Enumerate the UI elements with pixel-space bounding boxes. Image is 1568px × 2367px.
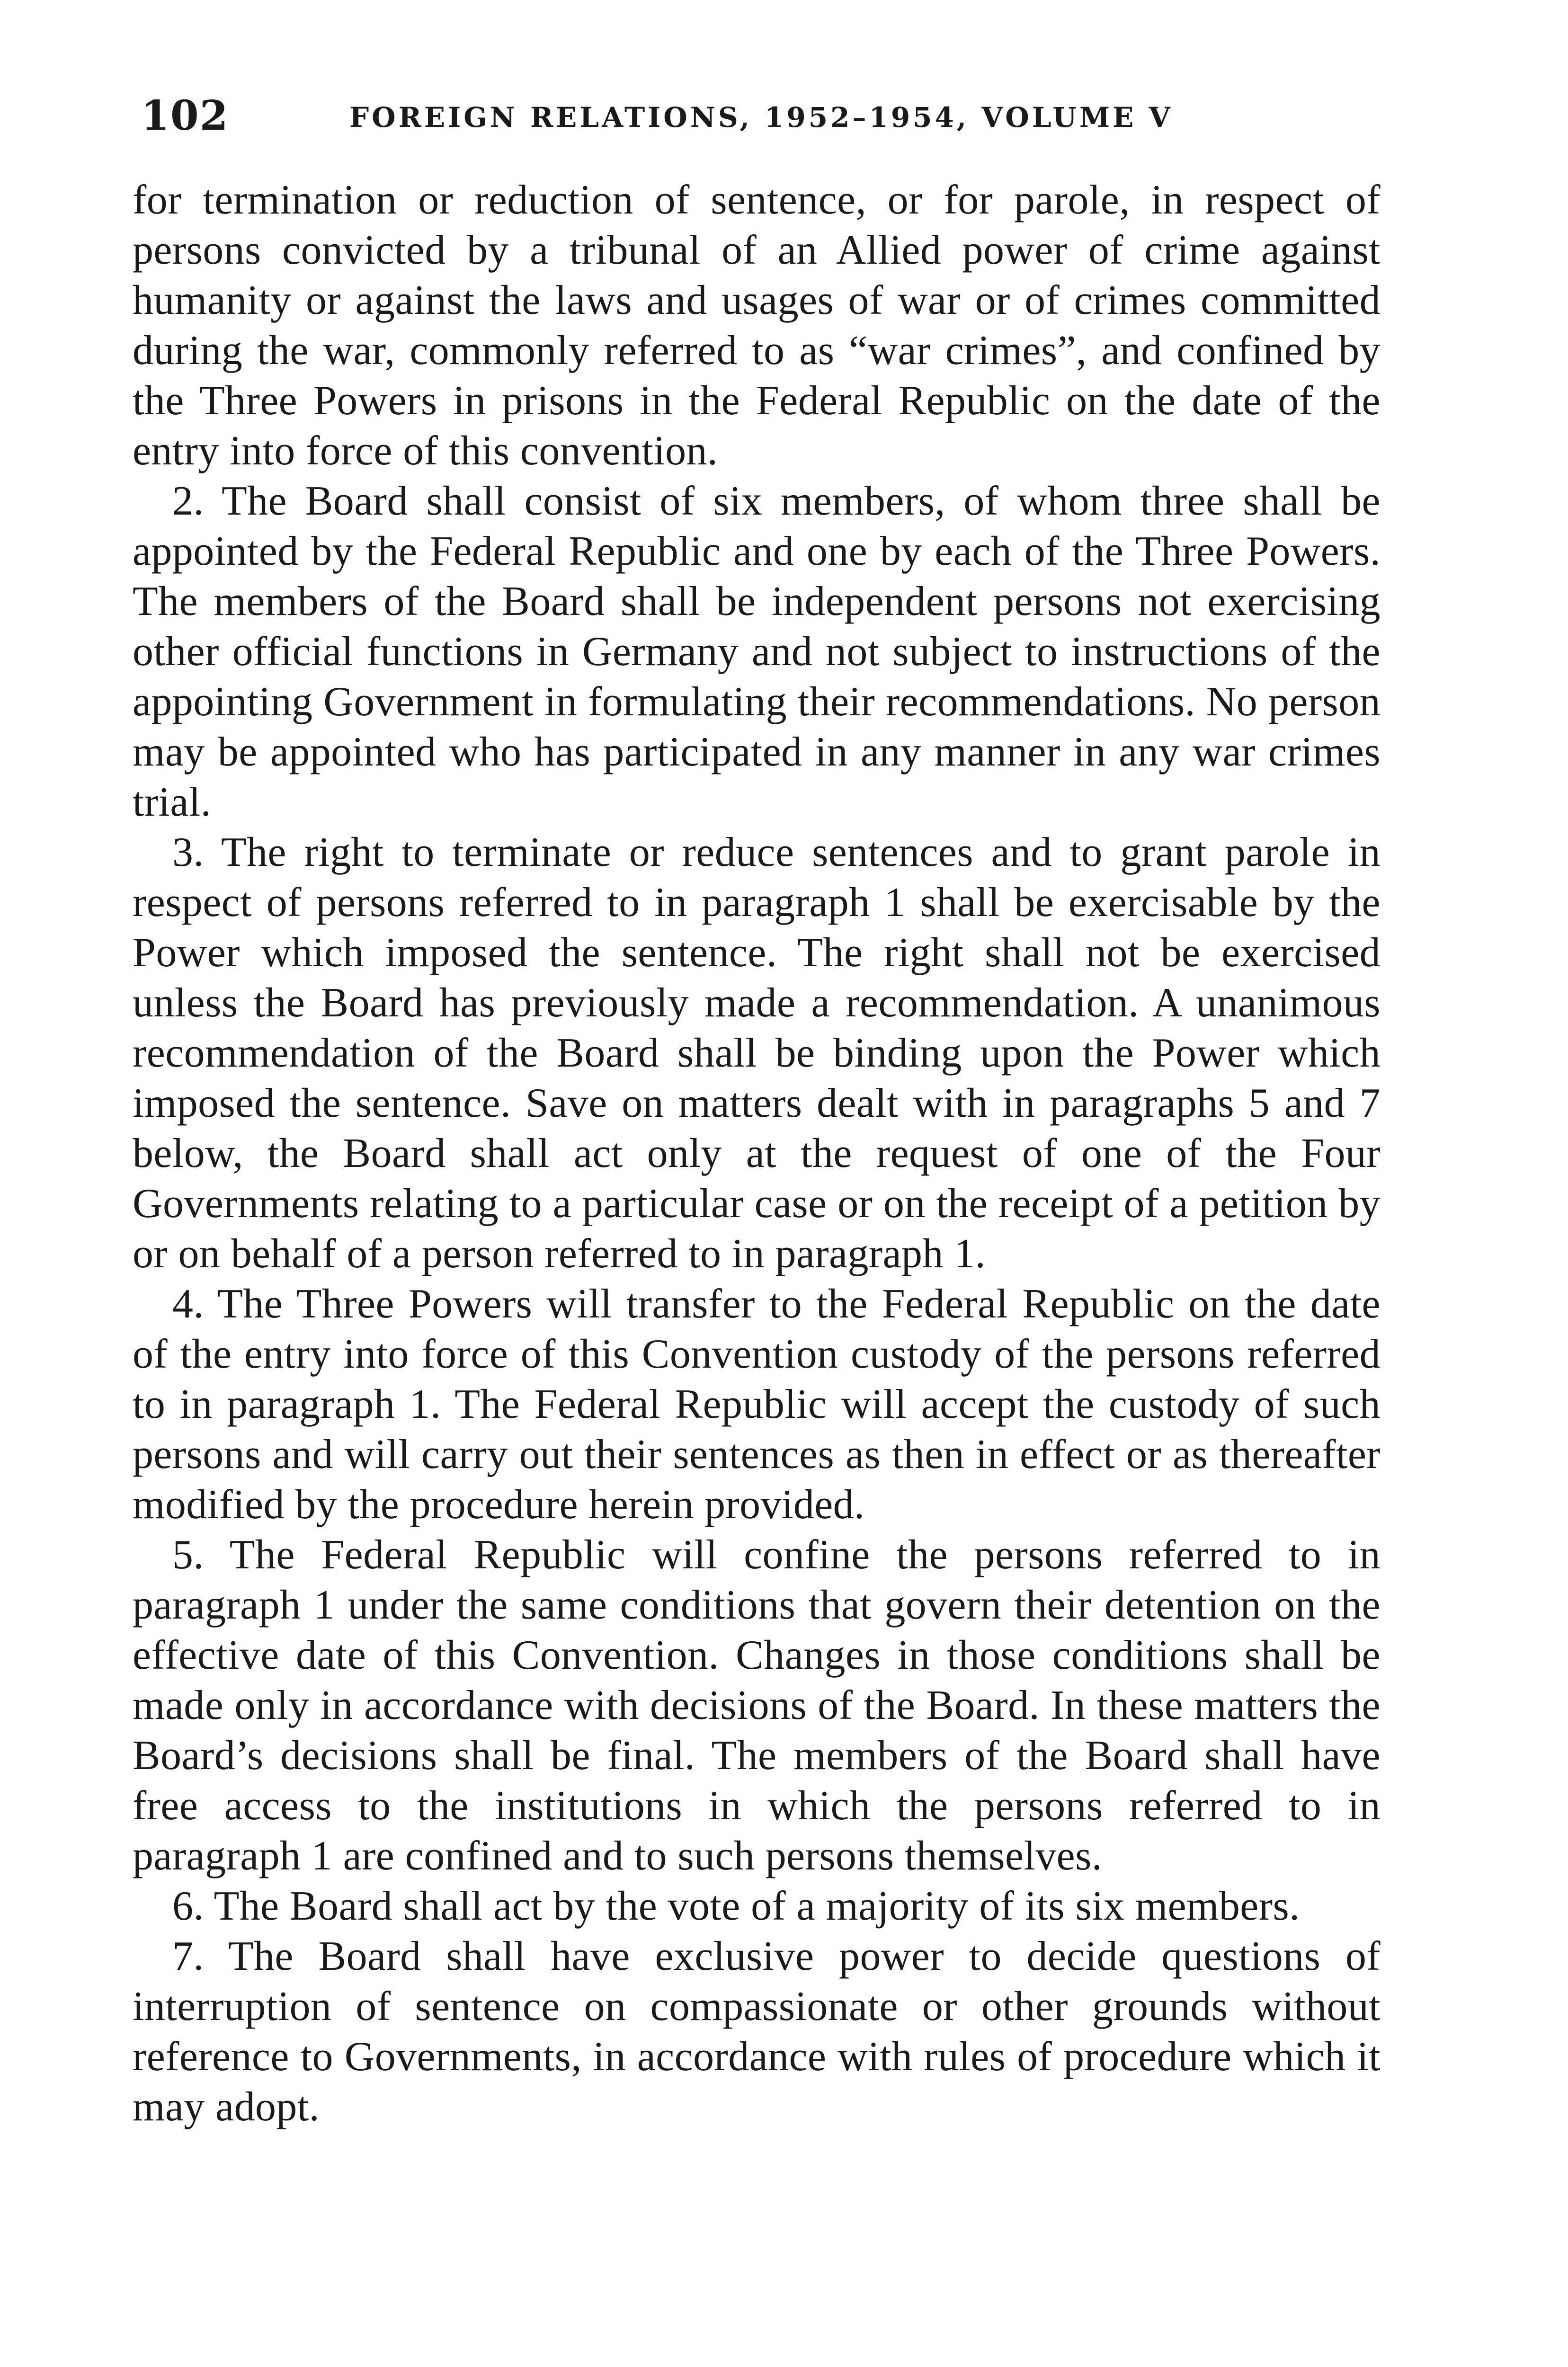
paragraph-6: 6. The Board shall act by the vote of a majority of its six members. xyxy=(172,1883,1300,1929)
paragraph-continuation: for termination or reduction of sentence, or for parole, in respect of persons convicted by a tribunal of an Allied power of crime against humanity or against the laws and usages of war or of crimes committed during the war, commonly referred to as “war crimes”, and confined by the Three Powers in prisons in the Federal Republic on the date of the entry into force of this convention. xyxy=(133,177,1381,474)
paragraph-4: 4. The Three Powers will transfer to the Federal Republic on the date of the entry into force of this Convention custody of the persons referred to in paragraph 1. The Federal Republic will accept the custody of such persons and will carry out their sentences as then in effect or as thereafter modified by the procedure herein provided. xyxy=(133,1281,1381,1528)
body-text xyxy=(133,175,1381,2132)
paragraph-5: 5. The Federal Republic will confine the persons referred to in paragraph 1 under the same conditions that govern their detention on the effective date of this Convention. Changes in those conditions shall be made only in accordance with decisions of the Board. In these matters the Board’s decisions shall be final. The members of the Board shall have free access to the institutions in which the persons referred to in paragraph 1 are confined and to such persons themselves. xyxy=(133,1532,1381,1879)
running-head xyxy=(141,90,1410,142)
paragraph-3: 3. The right to terminate or reduce sentences and to grant parole in respect of persons referred to in paragraph 1 shall be exercisable by the Power which imposed the sentence. The right shall not be exercised unless the Board has previously made a recommendation. A unanimous recommendation of the Board shall be binding upon the Power which imposed the sentence. Save on matters dealt with in paragraphs 5 and 7 below, the Board shall act only at the request of one of the Four Governments relating to a particular case or on the receipt of a petition by or on behalf of a person referred to in paragraph 1. xyxy=(133,829,1381,1277)
paragraph-7: 7. The Board shall have exclusive power to decide questions of interruption of sentence on compassionate or other grounds without reference to Governments, in accordance with rules of procedure which it may adopt. xyxy=(133,1933,1381,2130)
paragraph-2: 2. The Board shall consist of six members, of whom three shall be appointed by the Federal Republic and one by each of the Three Powers. The members of the Board shall be independent persons not exercising other official functions in Germany and not subject to instructions of the appointing Government in formulating their recommendations. No person may be appointed who has participated in any manner in any war crimes trial. xyxy=(133,478,1381,825)
running-title: FOREIGN RELATIONS, 1952–1954, VOLUME V xyxy=(349,101,1173,133)
page-number: 102 xyxy=(141,92,229,140)
